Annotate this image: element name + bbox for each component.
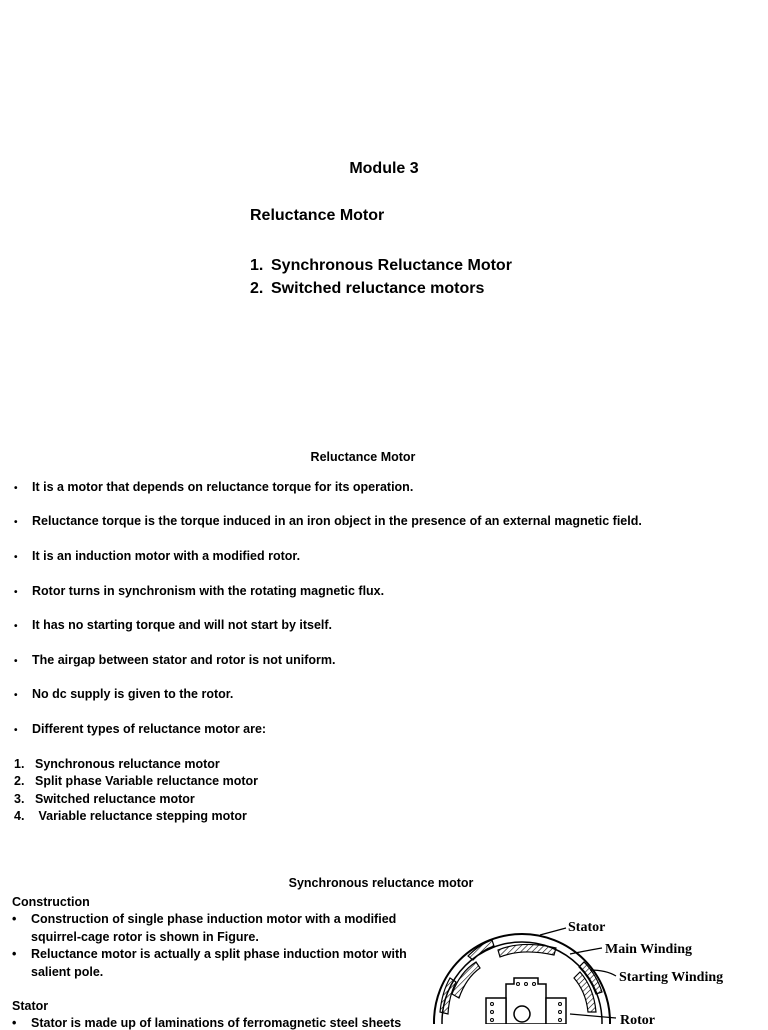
main-winding-left <box>452 962 480 998</box>
bullet-item: • It is an induction motor with a modified rotor. <box>14 549 301 563</box>
cover-topic-item: 2. Switched reluctance motors <box>250 280 485 297</box>
motor-cross-section-figure <box>430 912 768 1024</box>
bullet-item: • It is a motor that depends on reluctance torque for its operation. <box>14 480 414 494</box>
rotor-left-pole <box>486 998 506 1024</box>
main-winding-top <box>498 944 556 957</box>
bullet-item: • The airgap between stator and rotor is not uniform. <box>14 653 336 667</box>
cover-topic-item: 1. Synchronous Reluctance Motor <box>250 257 512 274</box>
starting-winding-label: Starting Winding <box>619 970 724 985</box>
list-item: 1. Synchronous reluctance motor <box>14 757 220 771</box>
stator-label: Stator <box>568 920 606 935</box>
main-winding-label: Main Winding <box>605 942 693 957</box>
bullet-item: • Rotor turns in synchronism with the rotating magnetic flux. <box>14 584 385 598</box>
module-title: Module 3 <box>349 160 419 177</box>
list-item: 2. Split phase Variable reluctance motor <box>14 774 258 789</box>
construction-heading: Construction <box>12 895 90 909</box>
rotor-right-pole <box>546 998 566 1024</box>
bullet-item: • It has no starting torque and will not start by itself. <box>14 618 333 632</box>
list-item: 3. Switched reluctance motor <box>14 791 195 806</box>
bullet-item: • No dc supply is given to the rotor. <box>14 687 234 701</box>
bullet-item: • Stator is made up of laminations of ferromagnetic steel sheets <box>12 1016 402 1030</box>
cover-subtitle: Reluctance Motor <box>250 207 385 224</box>
rotor-shaft <box>514 1006 530 1022</box>
construction-bullets <box>12 911 417 981</box>
rotor-label: Rotor <box>620 1013 655 1024</box>
bullet-item: • Construction of single phase induction motor with a modified squirrel-cage rotor is shown in Figure. <box>12 912 397 944</box>
synchronous-motor-heading: Synchronous reluctance motor <box>288 876 474 890</box>
bullet-item: • Reluctance motor is actually a split phase induction motor with salient pole. <box>12 947 407 979</box>
cover-topic-list <box>250 254 512 300</box>
bullet-item: • Different types of reluctance motor are: <box>14 722 267 736</box>
reluctance-motor-heading: Reluctance Motor <box>310 450 416 464</box>
reluctance-types-list <box>14 756 258 825</box>
stator-heading: Stator <box>12 999 49 1013</box>
list-item: 4. Variable reluctance stepping motor <box>14 808 247 823</box>
bullet-item: • Reluctance torque is the torque induced in an iron object in the presence of an external magnetic field. <box>14 514 642 528</box>
stator-leader <box>540 928 566 935</box>
